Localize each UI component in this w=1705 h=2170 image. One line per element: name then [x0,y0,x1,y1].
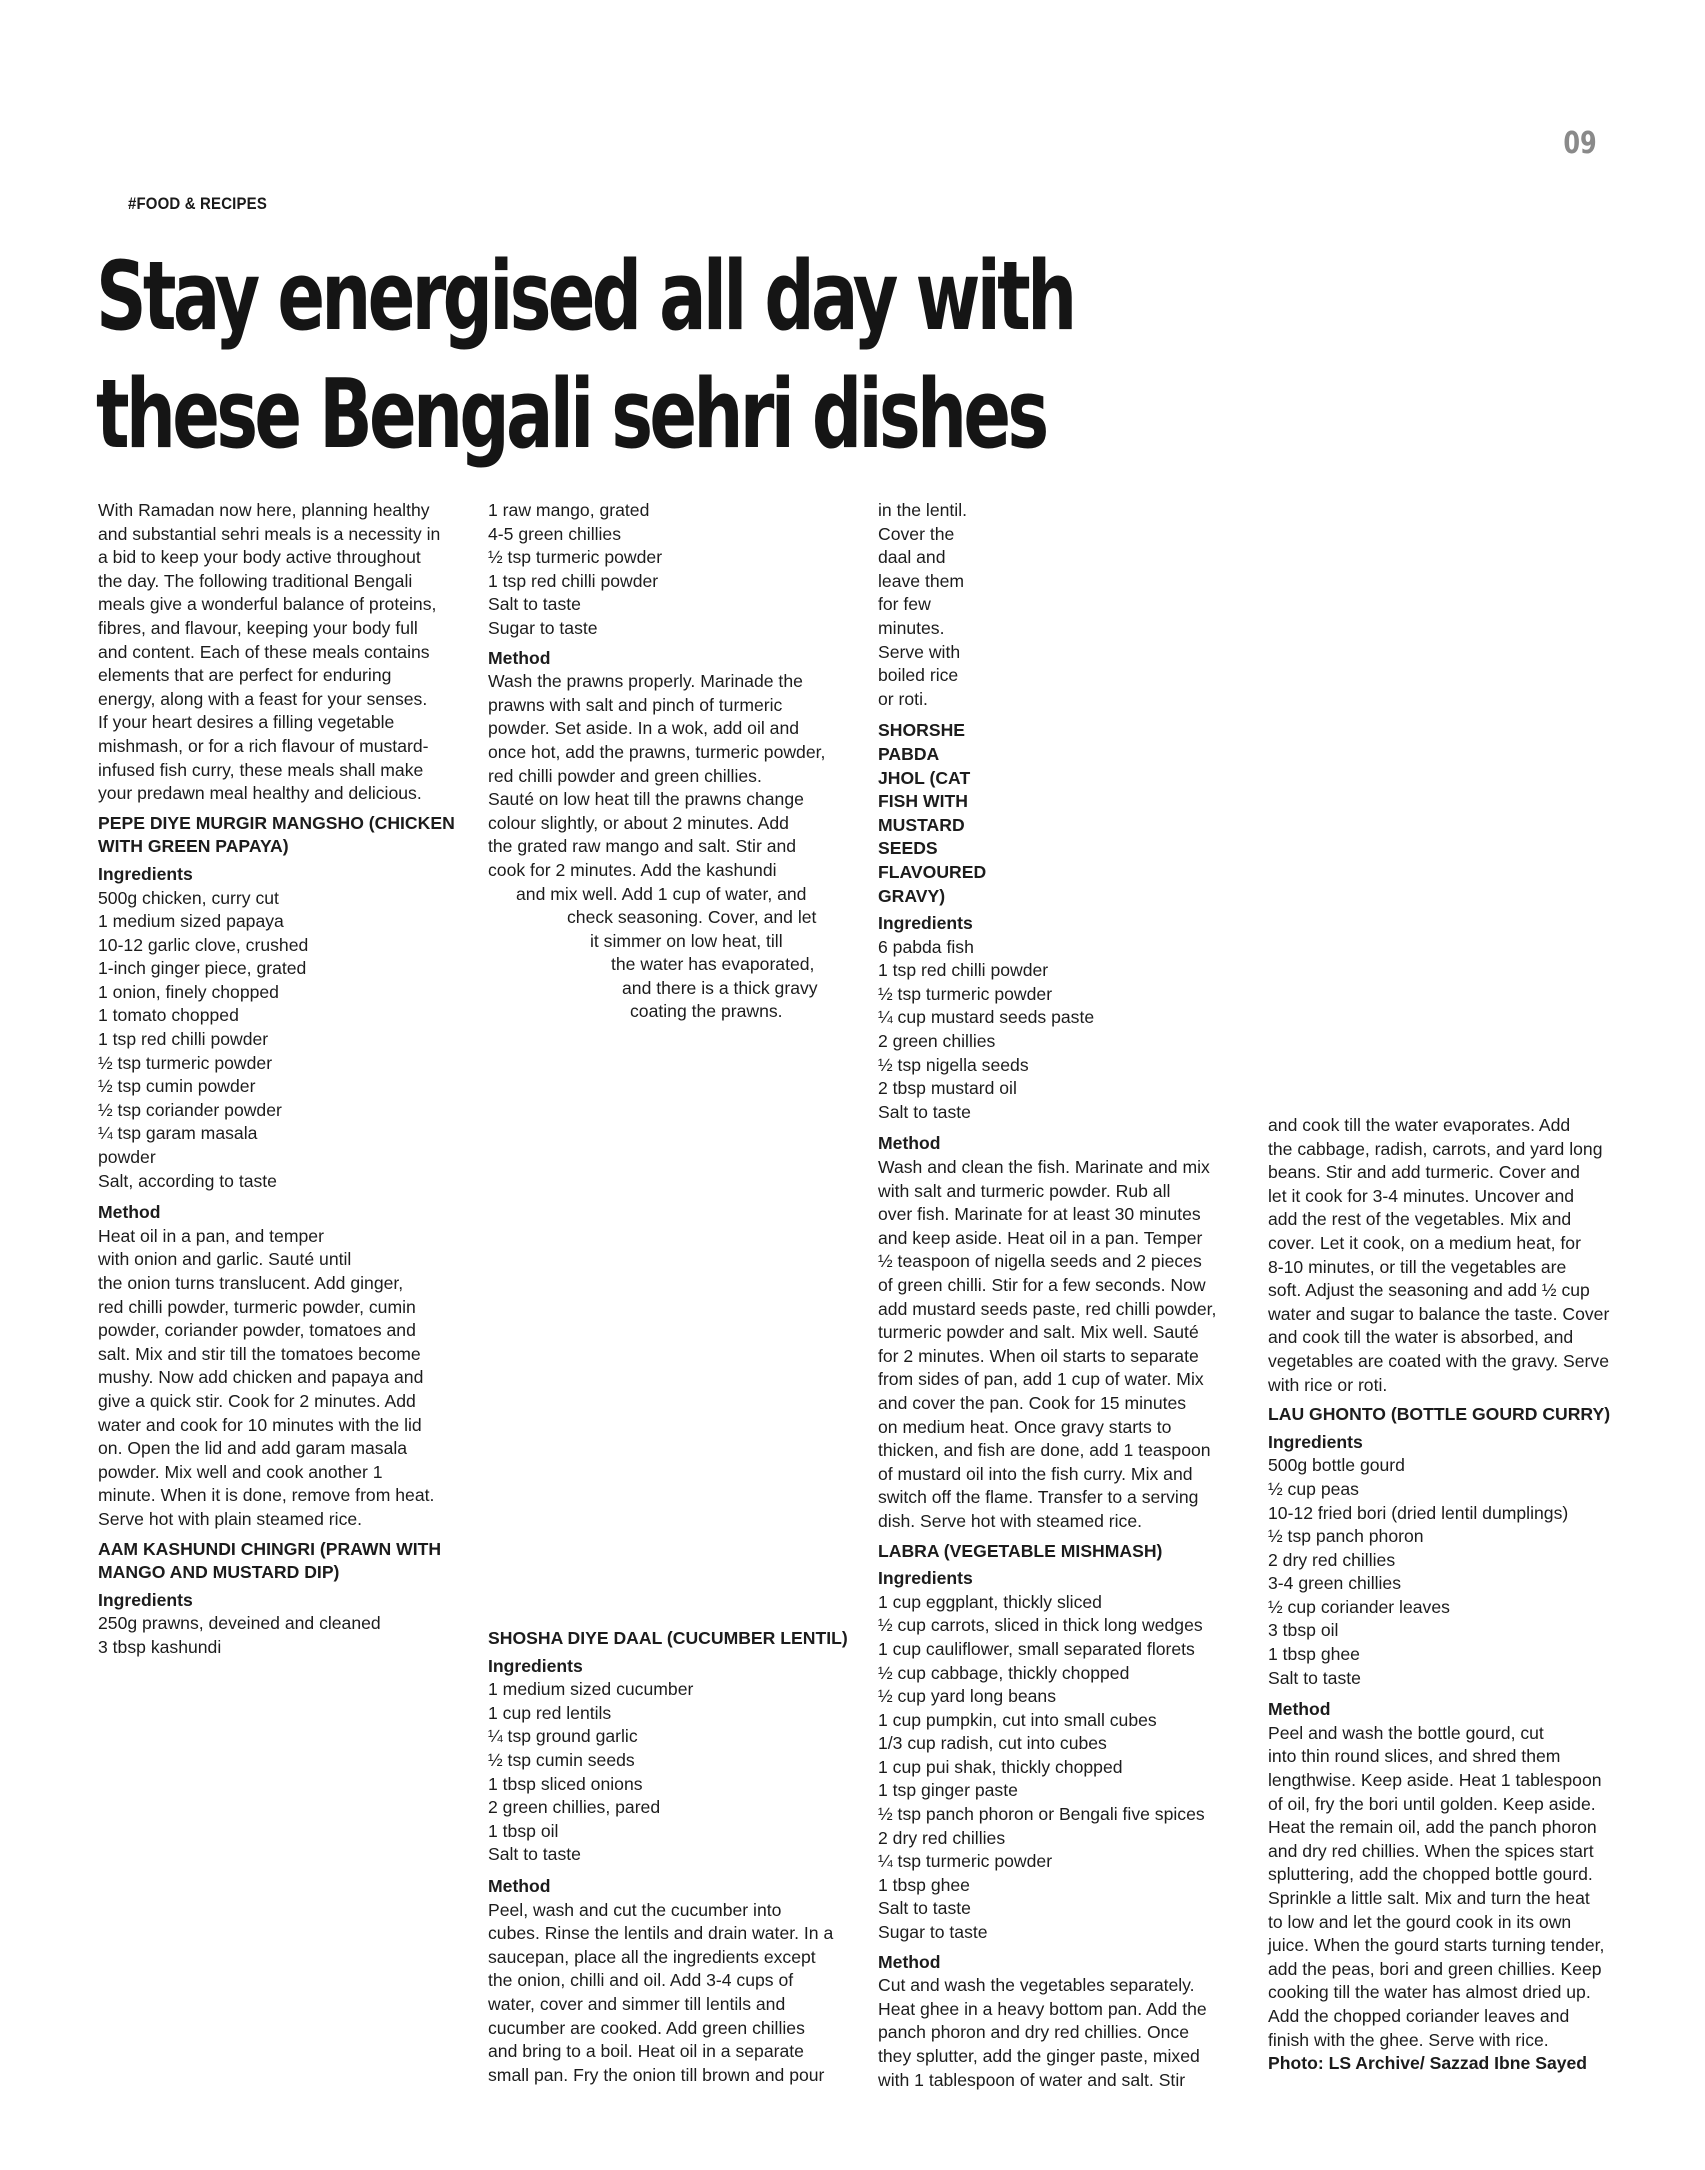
text-line: and cook till the water is absorbed, and [1268,1327,1574,1348]
text-line: powder. Mix well and cook another 1 [98,1461,383,1482]
text-line: check seasoning. Cover, and let [567,907,817,928]
text-line: 500g bottle gourd [1268,1455,1405,1476]
text-line: 1 cup red lentils [488,1702,612,1723]
ingredients-list [878,936,1248,1125]
text-line: 10-12 fried bori (dried lentil dumplings) [1268,1502,1569,1523]
method-text [488,1899,858,2088]
text-line: the grated raw mango and salt. Stir and [488,836,797,857]
text-line: Peel, wash and cut the cucumber into [488,1899,782,1920]
ingredients-label: Ingredients [98,1589,193,1610]
text-line: 1 tsp red chilli powder [488,570,659,591]
text-line: cook for 2 minutes. Add the kashundi [488,859,777,880]
text-line: energy, along with a feast for your senses. [98,688,428,709]
text-line: and content. Each of these meals contains [98,641,430,662]
text-line: and substantial sehri meals is a necessity in [98,523,441,544]
ingredients-list [98,887,460,1194]
text-line: red chilli powder and green chillies. [488,765,762,786]
text-line: cucumber are cooked. Add green chillies [488,2017,805,2038]
text-line: with 1 tablespoon of water and salt. Stir [878,2069,1186,2090]
text-line: ½ tsp turmeric powder [488,547,663,568]
text-line: WITH GREEN PAPAYA) [98,836,289,857]
text-line: coating the prawns. [630,1001,783,1022]
text-line: Cover the [878,523,955,544]
text-line: 1 tbsp sliced onions [488,1773,643,1794]
text-line: 1 tbsp ghee [1268,1644,1360,1665]
text-line: 3-4 green chillies [1268,1573,1402,1594]
text-line: or roti. [878,688,928,709]
photo-credit: Photo: LS Archive/ Sazzad Ibne Sayed [1268,2053,1588,2074]
text-line: minutes. [878,617,945,638]
text-line: Sauté on low heat till the prawns change [488,789,804,810]
text-line: 2 tbsp mustard oil [878,1078,1017,1099]
recipe-title-prawn-mango [98,1538,460,1585]
text-line: and cover the pan. Cook for 15 minutes [878,1392,1187,1413]
text-line: Salt to taste [488,1844,581,1865]
text-line: over fish. Marinate for at least 30 minutes [878,1204,1201,1225]
text-line: ½ tsp turmeric powder [878,983,1053,1004]
text-line: once hot, add the prawns, turmeric powder, [488,741,826,762]
text-line: 2 dry red chillies [878,1827,1006,1848]
recipe-title-labra: LABRA (VEGETABLE MISHMASH) [878,1540,1163,1561]
text-line: with onion and garlic. Sauté until [98,1249,352,1270]
text-line: Wash and clean the fish. Marinate and mix [878,1157,1210,1178]
text-line: 2 green chillies [878,1031,996,1052]
text-line: add mustard seeds paste, red chilli powder, [878,1298,1217,1319]
intro-paragraph [98,499,460,806]
text-line: If your heart desires a filling vegetable [98,712,395,733]
ingredients-label: Ingredients [98,863,193,884]
text-line: FISH WITH [878,791,968,812]
method-label: Method [98,1202,161,1223]
method-label: Method [1268,1699,1331,1720]
text-line: Salt, according to taste [98,1170,277,1191]
text-line: the cabbage, radish, carrots, and yard long [1268,1138,1603,1159]
text-line: MUSTARD [878,814,965,835]
text-line: JHOL (CAT [878,767,971,788]
text-line: ½ cup coriander leaves [1268,1596,1450,1617]
text-line: Add the chopped coriander leaves and [1268,2005,1570,2026]
text-line: of oil, fry the bori until golden. Keep aside. [1268,1793,1596,1814]
text-line: ½ cup yard long beans [878,1686,1057,1707]
method-text [878,1974,1248,2092]
ingredients-list [1268,1454,1638,1690]
text-line: the onion, chilli and oil. Add 3-4 cups of [488,1970,794,1991]
text-line: Wash the prawns properly. Marinade the [488,671,803,692]
text-line: Cut and wash the vegetables separately. [878,1975,1195,1996]
text-line: Sugar to taste [878,1922,988,1943]
text-line: Heat ghee in a heavy bottom pan. Add the [878,1998,1207,2019]
text-line: PABDA [878,743,940,764]
text-line: Salt to taste [488,594,581,615]
text-line: 1 medium sized cucumber [488,1679,694,1700]
text-line: soft. Adjust the seasoning and add ½ cup [1268,1280,1590,1301]
text-line: small pan. Fry the onion till brown and pour [488,2064,825,2085]
method-text [1268,1722,1638,2052]
text-line: 1 medium sized papaya [98,911,284,932]
text-line: on medium heat. Once gravy starts to [878,1416,1172,1437]
text-line: 8-10 minutes, or till the vegetables are [1268,1256,1567,1277]
text-line: powder [98,1147,156,1168]
text-line: vegetables are coated with the gravy. Serve [1268,1350,1609,1371]
text-line: and keep aside. Heat oil in a pan. Temper [878,1227,1203,1248]
text-line: ¼ tsp ground garlic [488,1726,638,1747]
text-line: ½ tsp cumin seeds [488,1749,635,1770]
text-line: and there is a thick gravy [622,977,818,998]
text-line: 4-5 green chillies [488,523,622,544]
recipe-title-chicken-papaya [98,812,460,859]
method-label: Method [488,1875,551,1896]
text-line: 250g prawns, deveined and cleaned [98,1613,381,1634]
text-line: SEEDS [878,838,938,859]
text-line: 1 onion, finely chopped [98,981,279,1002]
method-text [488,670,858,882]
text-line: a bid to keep your body active throughout [98,547,421,568]
recipe-title-cucumber-lentil: SHOSHA DIYE DAAL (CUCUMBER LENTIL) [488,1628,848,1648]
text-line: finish with the ghee. Serve with rice. [1268,2029,1549,2050]
text-line: the water has evaporated, [611,954,815,975]
text-line: for 2 minutes. When oil starts to separate [878,1345,1199,1366]
text-line: in the lentil. [878,500,967,520]
method-label: Method [878,1133,941,1154]
text-line: it simmer on low heat, till [590,930,783,951]
text-line: dish. Serve hot with steamed rice. [878,1510,1143,1531]
text-line: with salt and turmeric powder. Rub all [878,1180,1171,1201]
headline-line-2: these Bengali sehri dishes [96,360,1046,470]
text-line: the onion turns translucent. Add ginger, [98,1273,404,1293]
text-line: 1 tsp red chilli powder [878,960,1049,981]
text-line: 1 cup pumpkin, cut into small cubes [878,1709,1157,1730]
text-line: ½ cup peas [1268,1478,1359,1499]
text-line: switch off the flame. Transfer to a serving [878,1487,1199,1508]
ingredients-label: Ingredients [878,1568,973,1589]
ingredients-list [98,1612,460,1659]
text-line: 2 green chillies, pared [488,1797,661,1818]
text-line: ½ tsp panch phoron or Bengali five spices [878,1804,1205,1825]
text-line: Sprinkle a little salt. Mix and turn the heat [1268,1888,1590,1908]
ingredients-label: Ingredients [488,1655,583,1676]
recipe-title-cat-fish [878,719,1248,908]
text-line: cooking till the water has almost dried up. [1268,1982,1591,2003]
text-line: fibres, and flavour, keeping your body full [98,617,418,638]
method-text [878,1156,1248,1534]
text-line: powder, coriander powder, tomatoes and [98,1320,416,1341]
column-3 [878,499,1248,2092]
text-line: the day. The following traditional Bengali [98,570,413,591]
text-line: of green chilli. Stir for a few seconds. Now [878,1275,1206,1295]
text-line: PEPE DIYE MURGIR MANGSHO (CHICKEN [98,812,455,833]
method-text [98,1225,460,1532]
text-line: 3 tbsp kashundi [98,1636,222,1657]
text-line: salt. Mix and stir till the tomatoes become [98,1343,421,1364]
column-2-top [488,499,858,1024]
text-line: lengthwise. Keep aside. Heat 1 tablespoon [1268,1770,1602,1791]
text-line: 3 tbsp oil [1268,1620,1339,1641]
text-line: Heat oil in a pan, and temper [98,1225,324,1246]
text-line: to low and let the gourd cook in its own [1268,1911,1572,1932]
text-line: ½ tsp panch phoron [1268,1526,1424,1547]
text-line: turmeric powder and salt. Mix well. Sauté [878,1322,1199,1343]
text-line: let it cook for 3-4 minutes. Uncover and [1268,1185,1575,1206]
text-line: of mustard oil into the fish curry. Mix and [878,1463,1193,1484]
text-line: Salt to taste [1268,1667,1361,1688]
text-line: 2 dry red chillies [1268,1549,1396,1570]
text-line: Sugar to taste [488,617,598,638]
text-line: and bring to a boil. Heat oil in a separate [488,2041,804,2062]
text-line: from sides of pan, add 1 cup of water. Mix [878,1369,1204,1390]
text-line: prawns with salt and pinch of turmeric [488,694,783,715]
text-line: saucepan, place all the ingredients except [488,1946,816,1967]
text-line: ½ cup carrots, sliced in thick long wedges [878,1615,1203,1636]
text-line: FLAVOURED [878,861,987,882]
column-4 [1268,1114,1638,2076]
text-line: give a quick stir. Cook for 2 minutes. Add [98,1390,416,1411]
text-line: thicken, and fish are done, add 1 teaspoon [878,1440,1211,1461]
text-line: ½ cup cabbage, thickly chopped [878,1662,1130,1683]
text-line: water, cover and simmer till lentils and [488,1993,786,2014]
text-line: Serve hot with plain steamed rice. [98,1508,363,1529]
text-line: 1 tomato chopped [98,1005,239,1026]
text-line: GRAVY) [878,885,946,906]
text-line: 6 pabda fish [878,936,974,957]
text-line: and mix well. Add 1 cup of water, and [516,883,807,904]
headline-line-1: Stay energised all day with [96,242,1074,352]
text-line: water and cook for 10 minutes with the lid [98,1414,422,1435]
text-line: ¼ cup mustard seeds paste [878,1007,1095,1028]
text-line: Salt to taste [878,1898,971,1919]
text-line: into thin round slices, and shred them [1268,1746,1561,1767]
text-line: mushy. Now add chicken and papaya and [98,1367,424,1388]
text-line: 500g chicken, curry cut [98,887,279,908]
text-line: with rice or roti. [1268,1374,1388,1395]
text-line: powder. Set aside. In a wok, add oil and [488,718,800,739]
text-line: ½ tsp cumin powder [98,1076,256,1097]
text-line: AAM KASHUNDI CHINGRI (PRAWN WITH [98,1538,442,1559]
text-line: ½ tsp turmeric powder [98,1052,273,1073]
section-tag: #FOOD & RECIPES [128,194,267,213]
text-line: water and sugar to balance the taste. Cover [1268,1303,1610,1324]
method-label: Method [878,1951,941,1972]
text-line: ¼ tsp turmeric powder [878,1851,1053,1872]
text-line: cover. Let it cook, on a medium heat, for [1268,1232,1581,1253]
text-line: panch phoron and dry red chillies. Once [878,2022,1190,2043]
column-2-bottom [488,1627,858,2087]
text-line: infused fish curry, these meals shall make [98,759,424,780]
text-line: SHORSHE [878,720,966,741]
text-line: ¼ tsp garam masala [98,1123,258,1144]
ingredients-label: Ingredients [1268,1431,1363,1452]
text-line: meals give a wonderful balance of proteins, [98,594,437,615]
headline [96,238,1074,474]
text-line: red chilli powder, turmeric powder, cumin [98,1296,416,1317]
text-line: 1 tsp red chilli powder [98,1029,269,1050]
text-line: MANGO AND MUSTARD DIP) [98,1562,340,1583]
text-line: cubes. Rinse the lentils and drain water. In a [488,1923,834,1944]
column-1 [98,499,460,1660]
text-line: 1 tsp ginger paste [878,1780,1018,1801]
text-line: mishmash, or for a rich flavour of mustard- [98,735,429,756]
text-line: boiled rice [878,665,959,686]
text-line: for few [878,594,931,615]
recipe-title-lau-ghonto: LAU GHONTO (BOTTLE GOURD CURRY) [1268,1404,1611,1425]
ingredients-list [878,1591,1248,1945]
page-number: 09 [1563,126,1597,161]
text-line: With Ramadan now here, planning healthy [98,500,430,520]
method-text-continued [878,499,1248,711]
text-line: Serve with [878,641,961,662]
text-line: your predawn meal healthy and delicious. [98,783,422,804]
text-line: ½ tsp nigella seeds [878,1054,1029,1075]
text-line: colour slightly, or about 2 minutes. Add [488,812,789,833]
text-line: Heat the remain oil, add the panch phoron [1268,1817,1597,1838]
text-line: add the rest of the vegetables. Mix and [1268,1209,1572,1230]
ingredients-label: Ingredients [878,913,973,934]
text-line: juice. When the gourd starts turning tender, [1268,1935,1605,1956]
text-line: 1 tbsp oil [488,1820,559,1841]
text-line: 1-inch ginger piece, grated [98,958,307,979]
text-line: and dry red chillies. When the spices start [1268,1840,1594,1861]
ingredients-list [488,1678,858,1867]
text-line: elements that are perfect for enduring [98,665,392,686]
method-label: Method [488,647,551,668]
text-line: on. Open the lid and add garam masala [98,1438,408,1459]
text-line: and cook till the water evaporates. Add [1268,1115,1571,1135]
text-line: 1 tbsp ghee [878,1874,970,1895]
text-line: Peel and wash the bottle gourd, cut [1268,1722,1544,1743]
method-text-continued [1268,1114,1638,1397]
text-line: 10-12 garlic clove, crushed [98,934,309,955]
text-line: minute. When it is done, remove from heat. [98,1485,435,1506]
text-line: 1 cup pui shak, thickly chopped [878,1756,1123,1777]
text-line: they splutter, add the ginger paste, mixed [878,2046,1200,2066]
ingredients-list-continued [488,499,858,641]
text-line: ½ teaspoon of nigella seeds and 2 pieces [878,1251,1202,1272]
text-line: 1/3 cup radish, cut into cubes [878,1733,1107,1754]
text-line: Salt to taste [878,1101,971,1122]
text-line: add the peas, bori and green chillies. Keep [1268,1958,1602,1979]
text-line: spluttering, add the chopped bottle gourd. [1268,1864,1593,1885]
text-line: daal and [878,547,946,568]
text-line: 1 cup cauliflower, small separated florets [878,1638,1195,1659]
text-line: 1 raw mango, grated [488,500,650,520]
text-line: leave them [878,570,965,591]
text-line: beans. Stir and add turmeric. Cover and [1268,1162,1580,1183]
text-line: ½ tsp coriander powder [98,1099,282,1120]
method-text-tail [488,883,858,1025]
text-line: 1 cup eggplant, thickly sliced [878,1591,1102,1612]
